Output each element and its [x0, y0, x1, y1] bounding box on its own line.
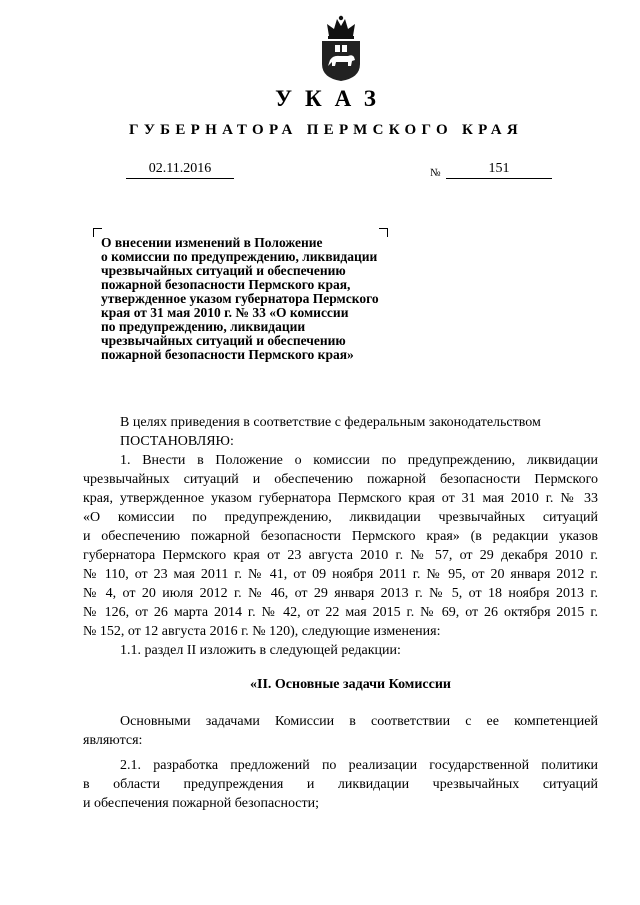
item2-1-line: и обеспечения пожарной безопасности; — [83, 796, 320, 811]
item2-1-line: 2.1. разработка предложений по реализации государственной политики — [120, 758, 598, 773]
item1-line: губернатора Пермского края от 23 августа 2010 г. № 57, от 29 декабря 2010 г. — [83, 548, 598, 563]
document-subtitle: ГУБЕРНАТОРА ПЕРМСКОГО КРАЯ — [128, 122, 523, 138]
heading-line: утвержденное указом губернатора Пермского — [101, 291, 379, 306]
document-date: 02.11.2016 — [126, 161, 234, 179]
item1-line: № 126, от 26 марта 2014 г. № 42, от 22 мая 2015 г. № 69, от 26 октября 2015 г. — [83, 605, 598, 620]
heading-line: о комиссии по предупреждению, ликвидации — [101, 249, 378, 264]
item1-line: и обеспечению пожарной безопасности Пермского края» (в редакции указов — [83, 529, 598, 544]
number-sign: № — [430, 167, 441, 179]
heading-line: чрезвычайных ситуаций и обеспечению — [101, 263, 346, 278]
item1-1: 1.1. раздел II изложить в следующей редакции: — [120, 643, 401, 658]
item1-line: чрезвычайных ситуаций и обеспечению пожарной безопасности Пермского — [83, 472, 598, 487]
item1-line: края, утвержденное указом губернатора Пермского края от 31 мая 2010 г. № 33 — [83, 491, 598, 506]
tasks-intro-line: являются: — [83, 733, 143, 748]
heading-line: пожарной безопасности Пермского края» — [101, 347, 354, 362]
item1-line: № 152, от 12 августа 2016 г. № 120), следующие изменения: — [83, 624, 441, 639]
item1-line: № 110, от 23 мая 2011 г. № 41, от 09 ноября 2011 г. № 95, от 20 января 2012 г. — [83, 567, 598, 582]
document-title: УКАЗ — [275, 86, 389, 111]
item2-1-line: в области предупреждения и ликвидации чрезвычайных ситуаций — [83, 777, 598, 792]
heading-line: чрезвычайных ситуаций и обеспечению — [101, 333, 346, 348]
heading-line: по предупреждению, ликвидации — [101, 319, 306, 334]
heading-line: О внесении изменений в Положение — [101, 235, 323, 250]
heading-line: края от 31 мая 2010 г. № 33 «О комиссии — [101, 305, 349, 320]
item1-line: № 4, от 20 июля 2012 г. № 46, от 29 января 2013 г. № 5, от 18 ноября 2013 г. — [83, 586, 598, 601]
document-number: 151 — [446, 161, 552, 179]
tasks-intro-line: Основными задачами Комиссии в соответствии с ее компетенцией — [120, 714, 598, 729]
decree-word: ПОСТАНОВЛЯЮ: — [120, 434, 234, 449]
item1-line: 1. Внести в Положение о комиссии по предупреждению, ликвидации — [120, 453, 598, 468]
heading-line: пожарной безопасности Пермского края, — [101, 277, 351, 292]
item1-line: «О комиссии по предупреждению, ликвидации чрезвычайных ситуаций — [83, 510, 598, 525]
section-title: «II. Основные задачи Комиссии — [250, 677, 451, 692]
perm-krai-coat-of-arms-icon — [317, 14, 365, 82]
document-heading — [101, 236, 431, 362]
intro-paragraph: В целях приведения в соответствие с федеральным законодательством — [120, 415, 541, 430]
document-body — [83, 413, 598, 813]
